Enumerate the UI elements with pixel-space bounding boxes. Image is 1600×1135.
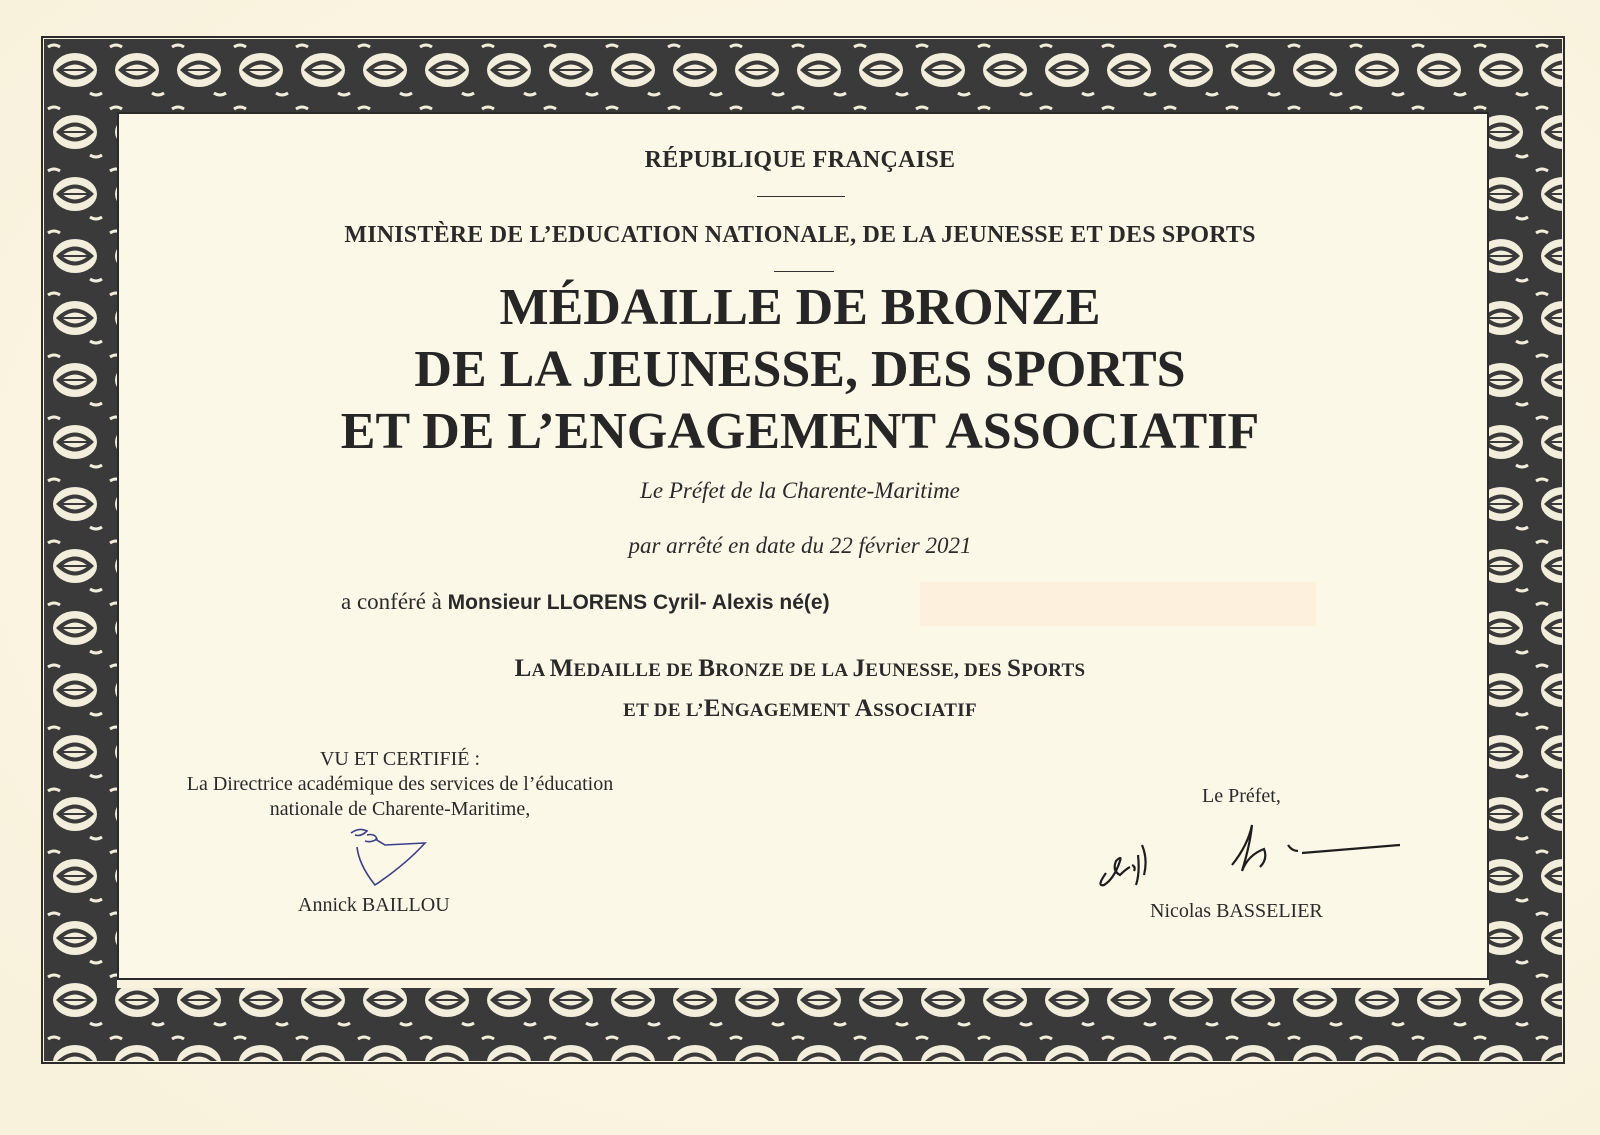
medal-title-line-2: DE LA JEUNESSE, DES SPORTS: [414, 341, 1186, 398]
award-line-2: [0, 690, 1600, 730]
award-text-segment: PORTS: [1021, 660, 1086, 681]
award-text-segment: B: [698, 655, 716, 682]
medal-title-line-1: MÉDAILLE DE BRONZE: [499, 279, 1101, 336]
left-signatory-name: Annick BAILLOU: [298, 894, 450, 916]
award-text-segment: S: [1006, 655, 1022, 682]
recipient-name: Monsieur LLORENS Cyril- Alexis né(e): [447, 591, 830, 614]
republic-heading: RÉPUBLIQUE FRANÇAISE: [644, 147, 956, 173]
right-signatory-title: Le Préfet,: [1202, 785, 1281, 807]
right-signatory-name: Nicolas BASSELIER: [1150, 900, 1323, 922]
award-text-segment: A: [531, 660, 550, 681]
award-line-1: [0, 650, 1600, 690]
redacted-birth-info: [920, 582, 1316, 626]
award-text-segment: A: [854, 695, 874, 722]
award-text-segment: EUNESSE, DES: [865, 660, 1007, 681]
award-statement: [0, 650, 1600, 730]
award-text-segment: EDAILLE DE: [573, 660, 699, 681]
recipient-line: [341, 589, 830, 615]
certified-label: VU ET CERTIFIÉ :: [319, 748, 481, 770]
divider-rule-1: [757, 196, 845, 197]
award-text-segment: ET DE L’: [623, 700, 704, 721]
left-signature: [345, 825, 445, 905]
decree-date: par arrêté en date du 22 février 2021: [628, 533, 972, 558]
medal-title-line-3: ET DE L’ENGAGEMENT ASSOCIATIF: [340, 403, 1260, 460]
left-signatory-block: [150, 747, 650, 822]
award-text-segment: RONZE DE LA: [715, 660, 853, 681]
left-signatory-role-2: nationale de Charente-Maritime,: [269, 798, 531, 820]
right-signature: [1092, 815, 1432, 905]
award-text-segment: SSOCIATIF: [873, 700, 977, 721]
award-text-segment: J: [852, 655, 866, 682]
award-text-segment: L: [514, 655, 532, 682]
medal-title: [0, 277, 1600, 463]
recipient-prefix: a conféré à: [341, 589, 448, 614]
issuer-prefet: Le Préfet de la Charente-Maritime: [640, 478, 960, 503]
award-text-segment: NGAGEMENT: [720, 700, 855, 721]
divider-rule-2: [774, 271, 834, 272]
ministry-heading: MINISTÈRE DE L’EDUCATION NATIONALE, DE LA JEUNESSE ET DES SPORTS: [344, 222, 1256, 248]
award-text-segment: M: [549, 655, 574, 682]
award-text-segment: E: [703, 695, 721, 722]
left-signatory-role-1: La Directrice académique des services de l’éducation: [186, 773, 614, 795]
